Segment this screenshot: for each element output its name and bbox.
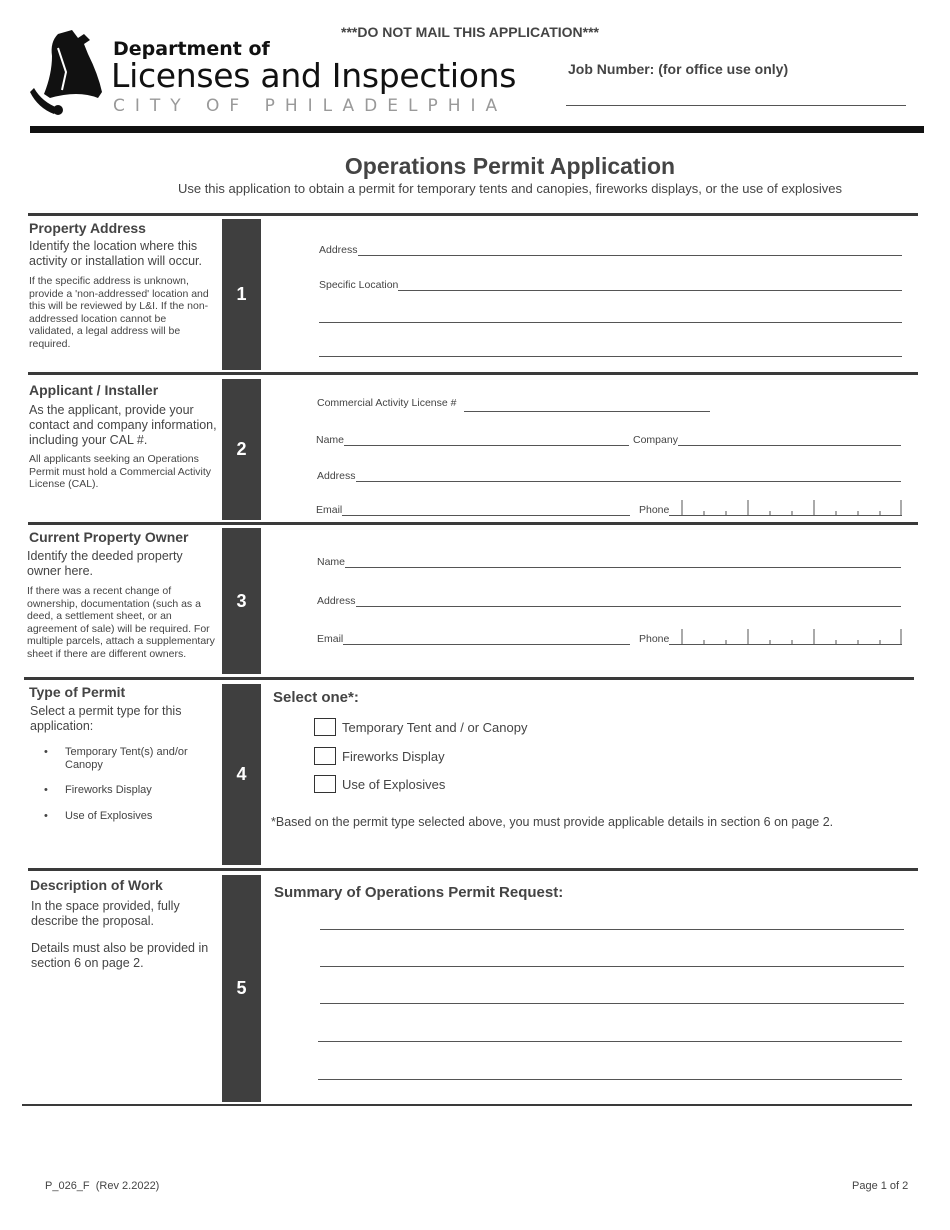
s2-phone-label-field (639, 500, 681, 516)
section-5-title: Description of Work (30, 877, 163, 893)
bullet-item: Temporary Tent(s) and/or Canopy (65, 746, 188, 771)
section-5-bottom-rule (22, 1104, 912, 1106)
bullet-item: Fireworks Display (65, 784, 152, 796)
s2-address-label: Address (317, 470, 356, 482)
section-1-note: If the specific address is unknown, provide a 'non-addressed' location and this will be reviewed by L&I. If the non-addressed location cannot be validated, a legal address will be required. (29, 275, 209, 350)
checkbox-tent-canopy[interactable] (314, 718, 336, 736)
section-1-desc: Identify the location where this activity or installation will occur. (29, 239, 202, 268)
do-not-mail-notice: ***DO NOT MAIL THIS APPLICATION*** (341, 24, 599, 40)
page-title: Operations Permit Application (344, 153, 676, 179)
section-1-number: 1 (222, 219, 261, 370)
checkbox-explosives-label: Use of Explosives (342, 777, 446, 792)
s1-location-line-3[interactable] (319, 356, 902, 357)
permit-type-bullet-list (44, 746, 214, 836)
summary-line-1[interactable] (320, 929, 904, 930)
section-4-desc: Select a permit type for this application: (30, 704, 182, 733)
checkbox-tent-canopy-label: Temporary Tent and / or Canopy (342, 720, 528, 735)
section-3-note: If there was a recent change of ownership, documentation (such as a deed, a settlement sheet, or an agreement of sale) will be required. For multiple parcels, attach a supplementary sheet if there are different owners. (27, 585, 215, 660)
checkbox-fireworks[interactable] (314, 747, 336, 765)
section-3-top-rule (28, 522, 918, 525)
section-3-desc: Identify the deeded property owner here. (27, 549, 183, 578)
bullet-dot-icon: • (44, 810, 48, 822)
s3-address-label: Address (317, 595, 356, 607)
s3-address-field[interactable] (317, 591, 901, 607)
bullet-dot-icon: • (44, 784, 48, 796)
licenses-inspections-label: Licenses and Inspections (111, 56, 517, 95)
s3-phone-label: Phone (639, 633, 670, 645)
s3-phone-field[interactable] (681, 629, 902, 645)
s2-email-field[interactable] (316, 500, 630, 516)
section-3-number: 3 (222, 528, 261, 674)
section-1-top-rule (28, 213, 918, 216)
section-3-title: Current Property Owner (29, 529, 189, 545)
summary-line-5[interactable] (318, 1079, 902, 1080)
s2-company-label: Company (633, 434, 678, 446)
job-number-label: Job Number: (for office use only) (568, 61, 789, 77)
bullet-item: Use of Explosives (65, 810, 153, 822)
header-divider (30, 126, 924, 133)
s2-cal-label: Commercial Activity License # (317, 397, 457, 409)
s3-phone-label-field (639, 629, 681, 645)
section-4-number: 4 (222, 684, 261, 865)
select-one-heading: Select one*: (273, 689, 359, 706)
job-number-field[interactable] (566, 105, 906, 106)
summary-heading: Summary of Operations Permit Request: (274, 884, 564, 901)
s2-phone-field[interactable] (681, 500, 902, 516)
summary-line-3[interactable] (320, 1003, 904, 1004)
s1-address-label: Address (319, 244, 358, 256)
section-5-top-rule (28, 868, 918, 871)
permit-type-footnote: *Based on the permit type selected above, you must provide applicable details in section 6 on page 2. (271, 815, 834, 829)
section-4-title: Type of Permit (29, 684, 126, 700)
form-id: P_026_F (Rev 2.2022) (45, 1180, 160, 1192)
city-of-philadelphia-label: CITY OF PHILADELPHIA (113, 96, 508, 116)
section-5-desc-1: In the space provided, fully describe the proposal. (31, 899, 180, 928)
s2-email-label: Email (316, 504, 343, 516)
s1-address-field[interactable] (319, 240, 902, 256)
summary-line-2[interactable] (320, 966, 904, 967)
section-4-top-rule (24, 677, 914, 680)
checkbox-explosives[interactable] (314, 775, 336, 793)
section-2-top-rule (28, 372, 918, 375)
department-of-label: Department of (113, 38, 270, 60)
bullet-dot-icon: • (44, 746, 48, 758)
s2-company-field[interactable] (633, 430, 901, 446)
s3-email-field[interactable] (317, 629, 630, 645)
section-1-title: Property Address (29, 220, 146, 236)
s3-name-field[interactable] (317, 552, 901, 568)
s1-specific-location-label: Specific Location (319, 279, 399, 291)
s2-name-label: Name (316, 434, 345, 446)
summary-line-4[interactable] (318, 1041, 902, 1042)
checkbox-fireworks-label: Fireworks Display (342, 749, 445, 764)
section-2-title: Applicant / Installer (29, 382, 159, 398)
s2-address-field[interactable] (317, 466, 901, 482)
s1-location-line-2[interactable] (319, 322, 902, 323)
section-2-desc: As the applicant, provide your contact and company information, including your CAL #. (29, 403, 217, 447)
section-2-number: 2 (222, 379, 261, 520)
liberty-bell-logo-icon (28, 28, 106, 118)
section-2-note: All applicants seeking an Operations Permit must hold a Commercial Activity License (CAL). (29, 453, 212, 490)
s3-email-label: Email (317, 633, 344, 645)
page-subtitle: Use this application to obtain a permit for temporary tents and canopies, fireworks displays, or the use of explosives (177, 181, 843, 196)
s2-name-field[interactable] (316, 430, 629, 446)
s1-specific-location-field[interactable] (319, 275, 902, 291)
s2-cal-field[interactable] (464, 411, 710, 412)
s2-phone-label: Phone (639, 504, 670, 516)
section-5-desc-2: Details must also be provided in section 6 on page 2. (31, 941, 209, 970)
section-5-number: 5 (222, 875, 261, 1102)
s3-name-label: Name (317, 556, 346, 568)
page-number: Page 1 of 2 (852, 1180, 909, 1192)
